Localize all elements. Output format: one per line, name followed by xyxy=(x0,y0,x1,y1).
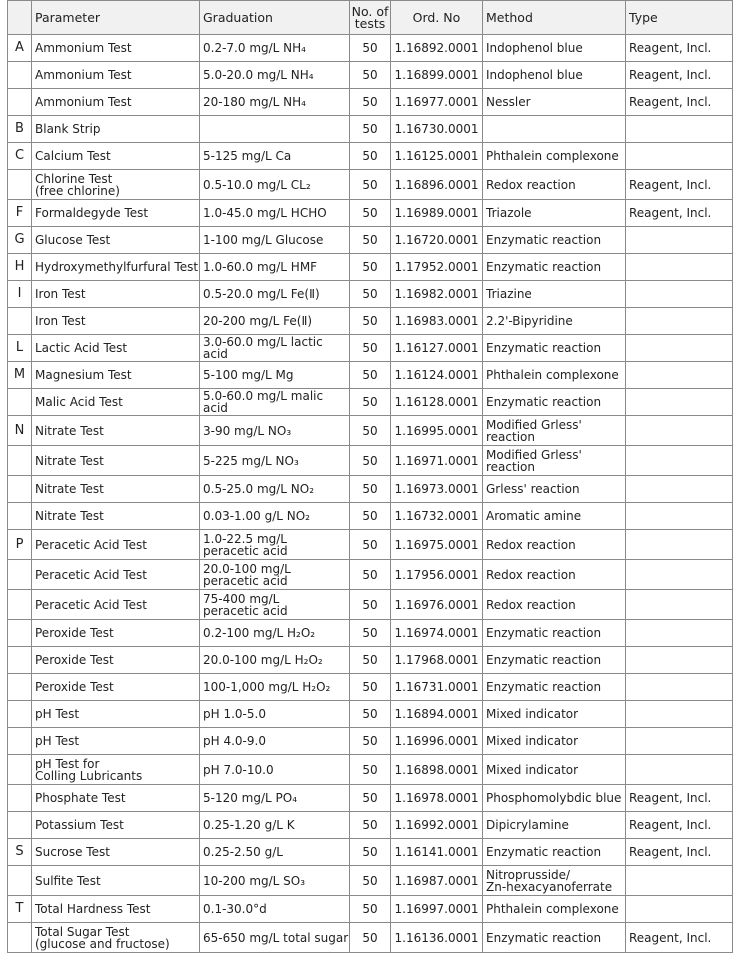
method-cell: Enzymatic reaction xyxy=(483,335,626,362)
test-strip-table xyxy=(7,0,733,953)
method-cell: Enzymatic reaction xyxy=(483,620,626,647)
method-cell: Enzymatic reaction xyxy=(483,227,626,254)
graduation-cell: 10-200 mg/L SO₃ xyxy=(200,866,350,896)
method-cell: Enzymatic reaction xyxy=(483,923,626,953)
ord-no-cell: 1.16898.0001 xyxy=(391,755,483,785)
parameter-cell: Magnesium Test xyxy=(32,362,200,389)
table-row xyxy=(8,281,733,308)
parameter-cell: Peroxide Test xyxy=(32,620,200,647)
row-letter xyxy=(8,560,32,590)
method-cell: Phthalein complexone xyxy=(483,143,626,170)
table-row xyxy=(8,503,733,530)
parameter-cell: Total Hardness Test xyxy=(32,896,200,923)
tests-cell: 50 xyxy=(350,200,391,227)
ord-no-cell: 1.16982.0001 xyxy=(391,281,483,308)
method-cell: Phthalein complexone xyxy=(483,362,626,389)
header-letter xyxy=(8,1,32,35)
header-parameter: Parameter xyxy=(32,1,200,35)
method-cell: Enzymatic reaction xyxy=(483,839,626,866)
table-row xyxy=(8,530,733,560)
method-cell: Enzymatic reaction xyxy=(483,674,626,701)
ord-no-cell: 1.16127.0001 xyxy=(391,335,483,362)
row-letter: L xyxy=(8,335,32,362)
ord-no-cell: 1.16997.0001 xyxy=(391,896,483,923)
row-letter: G xyxy=(8,227,32,254)
graduation-cell: 5-225 mg/L NO₃ xyxy=(200,446,350,476)
tests-cell: 50 xyxy=(350,308,391,335)
method-cell: Dipicrylamine xyxy=(483,812,626,839)
method-cell: Mixed indicator xyxy=(483,728,626,755)
graduation-cell: pH 1.0-5.0 xyxy=(200,701,350,728)
ord-no-cell: 1.16992.0001 xyxy=(391,812,483,839)
graduation-cell: 0.1-30.0°d xyxy=(200,896,350,923)
row-letter xyxy=(8,923,32,953)
table-row xyxy=(8,476,733,503)
tests-cell: 50 xyxy=(350,923,391,953)
graduation-cell: 20.0-100 mg/L H₂O₂ xyxy=(200,647,350,674)
parameter-cell: Hydroxymethylfurfural Test xyxy=(32,254,200,281)
table-row xyxy=(8,254,733,281)
graduation-cell: 1.0-45.0 mg/L HCHO xyxy=(200,200,350,227)
tests-cell: 50 xyxy=(350,476,391,503)
tests-cell: 50 xyxy=(350,389,391,416)
graduation-cell: 5-120 mg/L PO₄ xyxy=(200,785,350,812)
parameter-cell: Peracetic Acid Test xyxy=(32,560,200,590)
table-row xyxy=(8,755,733,785)
row-letter xyxy=(8,89,32,116)
type-cell xyxy=(626,647,733,674)
graduation-cell: 5.0-60.0 mg/L malic acid xyxy=(200,389,350,416)
method-cell: 2.2'-Bipyridine xyxy=(483,308,626,335)
type-cell xyxy=(626,416,733,446)
tests-cell: 50 xyxy=(350,143,391,170)
parameter-cell: Peroxide Test xyxy=(32,674,200,701)
row-letter xyxy=(8,503,32,530)
method-cell: Redox reaction xyxy=(483,590,626,620)
row-letter: H xyxy=(8,254,32,281)
table-row xyxy=(8,335,733,362)
table-row xyxy=(8,362,733,389)
header-row xyxy=(8,1,733,35)
method-cell: Modified Grless' reaction xyxy=(483,416,626,446)
ord-no-cell: 1.17956.0001 xyxy=(391,560,483,590)
ord-no-cell: 1.16720.0001 xyxy=(391,227,483,254)
graduation-cell: 20-200 mg/L Fe(Ⅱ) xyxy=(200,308,350,335)
parameter-cell: Iron Test xyxy=(32,308,200,335)
type-cell: Reagent, Incl. xyxy=(626,200,733,227)
method-cell: Triazine xyxy=(483,281,626,308)
table-row xyxy=(8,812,733,839)
tests-cell: 50 xyxy=(350,674,391,701)
header-method: Method xyxy=(483,1,626,35)
ord-no-cell: 1.16975.0001 xyxy=(391,530,483,560)
method-cell: Nitroprusside/ Zn-hexacyanoferrate xyxy=(483,866,626,896)
parameter-cell: Nitrate Test xyxy=(32,503,200,530)
method-cell xyxy=(483,116,626,143)
row-letter: S xyxy=(8,839,32,866)
type-cell: Reagent, Incl. xyxy=(626,923,733,953)
tests-cell: 50 xyxy=(350,335,391,362)
type-cell xyxy=(626,728,733,755)
ord-no-cell: 1.16899.0001 xyxy=(391,62,483,89)
row-letter: T xyxy=(8,896,32,923)
ord-no-cell: 1.16124.0001 xyxy=(391,362,483,389)
parameter-cell: Peroxide Test xyxy=(32,647,200,674)
table-row xyxy=(8,389,733,416)
tests-cell: 50 xyxy=(350,530,391,560)
row-letter: P xyxy=(8,530,32,560)
type-cell xyxy=(626,560,733,590)
table-row xyxy=(8,785,733,812)
parameter-cell: Glucose Test xyxy=(32,227,200,254)
ord-no-cell: 1.16892.0001 xyxy=(391,35,483,62)
table-row xyxy=(8,143,733,170)
graduation-cell: 5.0-20.0 mg/L NH₄ xyxy=(200,62,350,89)
method-cell: Mixed indicator xyxy=(483,755,626,785)
tests-cell: 50 xyxy=(350,728,391,755)
header-type: Type xyxy=(626,1,733,35)
row-letter xyxy=(8,701,32,728)
tests-cell: 50 xyxy=(350,755,391,785)
tests-cell: 50 xyxy=(350,866,391,896)
type-cell xyxy=(626,590,733,620)
row-letter xyxy=(8,755,32,785)
table-row xyxy=(8,590,733,620)
ord-no-cell: 1.16978.0001 xyxy=(391,785,483,812)
graduation-cell: 0.25-2.50 g/L xyxy=(200,839,350,866)
tests-cell: 50 xyxy=(350,701,391,728)
table-row xyxy=(8,728,733,755)
table-row xyxy=(8,923,733,953)
parameter-cell: pH Test xyxy=(32,728,200,755)
graduation-cell: 20-180 mg/L NH₄ xyxy=(200,89,350,116)
tests-cell: 50 xyxy=(350,170,391,200)
tests-cell: 50 xyxy=(350,416,391,446)
ord-no-cell: 1.16987.0001 xyxy=(391,866,483,896)
parameter-cell: pH Test for Colling Lubricants xyxy=(32,755,200,785)
row-letter xyxy=(8,728,32,755)
method-cell: Triazole xyxy=(483,200,626,227)
tests-cell: 50 xyxy=(350,89,391,116)
graduation-cell xyxy=(200,116,350,143)
tests-cell: 50 xyxy=(350,446,391,476)
ord-no-cell: 1.16894.0001 xyxy=(391,701,483,728)
ord-no-cell: 1.16996.0001 xyxy=(391,728,483,755)
graduation-cell: 20.0-100 mg/L peracetic acid xyxy=(200,560,350,590)
parameter-cell: Ammonium Test xyxy=(32,62,200,89)
ord-no-cell: 1.17968.0001 xyxy=(391,647,483,674)
type-cell: Reagent, Incl. xyxy=(626,839,733,866)
row-letter: A xyxy=(8,35,32,62)
parameter-cell: Lactic Acid Test xyxy=(32,335,200,362)
parameter-cell: Phosphate Test xyxy=(32,785,200,812)
method-cell: Phthalein complexone xyxy=(483,896,626,923)
ord-no-cell: 1.16989.0001 xyxy=(391,200,483,227)
table-row xyxy=(8,839,733,866)
type-cell xyxy=(626,530,733,560)
table-row xyxy=(8,416,733,446)
ord-no-cell: 1.16136.0001 xyxy=(391,923,483,953)
graduation-cell: 0.5-20.0 mg/L Fe(Ⅱ) xyxy=(200,281,350,308)
tests-cell: 50 xyxy=(350,560,391,590)
parameter-cell: Nitrate Test xyxy=(32,476,200,503)
tests-cell: 50 xyxy=(350,281,391,308)
parameter-cell: Nitrate Test xyxy=(32,446,200,476)
parameter-cell: Calcium Test xyxy=(32,143,200,170)
type-cell: Reagent, Incl. xyxy=(626,785,733,812)
ord-no-cell: 1.17952.0001 xyxy=(391,254,483,281)
method-cell: Modified Grless' reaction xyxy=(483,446,626,476)
graduation-cell: 100-1,000 mg/L H₂O₂ xyxy=(200,674,350,701)
graduation-cell: 0.03-1.00 g/L NO₂ xyxy=(200,503,350,530)
type-cell: Reagent, Incl. xyxy=(626,62,733,89)
table-row xyxy=(8,89,733,116)
ord-no-cell: 1.16730.0001 xyxy=(391,116,483,143)
graduation-cell: 0.5-25.0 mg/L NO₂ xyxy=(200,476,350,503)
type-cell xyxy=(626,896,733,923)
type-cell xyxy=(626,866,733,896)
type-cell: Reagent, Incl. xyxy=(626,170,733,200)
tests-cell: 50 xyxy=(350,839,391,866)
row-letter xyxy=(8,674,32,701)
ord-no-cell: 1.16983.0001 xyxy=(391,308,483,335)
parameter-cell: Formaldegyde Test xyxy=(32,200,200,227)
ord-no-cell: 1.16976.0001 xyxy=(391,590,483,620)
type-cell xyxy=(626,674,733,701)
type-cell xyxy=(626,254,733,281)
row-letter: I xyxy=(8,281,32,308)
type-cell: Reagent, Incl. xyxy=(626,35,733,62)
row-letter xyxy=(8,170,32,200)
parameter-cell: Peracetic Acid Test xyxy=(32,530,200,560)
table-row xyxy=(8,170,733,200)
ord-no-cell: 1.16141.0001 xyxy=(391,839,483,866)
ord-no-cell: 1.16974.0001 xyxy=(391,620,483,647)
graduation-cell: 1-100 mg/L Glucose xyxy=(200,227,350,254)
graduation-cell: 65-650 mg/L total sugar xyxy=(200,923,350,953)
tests-cell: 50 xyxy=(350,812,391,839)
tests-cell: 50 xyxy=(350,620,391,647)
table-row xyxy=(8,620,733,647)
row-letter xyxy=(8,647,32,674)
graduation-cell: 0.5-10.0 mg/L CL₂ xyxy=(200,170,350,200)
row-letter xyxy=(8,389,32,416)
parameter-cell: Sucrose Test xyxy=(32,839,200,866)
type-cell xyxy=(626,143,733,170)
table-row xyxy=(8,674,733,701)
row-letter: C xyxy=(8,143,32,170)
header-graduation: Graduation xyxy=(200,1,350,35)
type-cell xyxy=(626,503,733,530)
table-row xyxy=(8,446,733,476)
method-cell: Redox reaction xyxy=(483,530,626,560)
parameter-cell: pH Test xyxy=(32,701,200,728)
table-row xyxy=(8,866,733,896)
row-letter xyxy=(8,590,32,620)
table-row xyxy=(8,560,733,590)
graduation-cell: 1.0-22.5 mg/L peracetic acid xyxy=(200,530,350,560)
tests-cell: 50 xyxy=(350,62,391,89)
type-cell xyxy=(626,281,733,308)
row-letter xyxy=(8,866,32,896)
method-cell: Enzymatic reaction xyxy=(483,389,626,416)
method-cell: Indophenol blue xyxy=(483,35,626,62)
graduation-cell: pH 4.0-9.0 xyxy=(200,728,350,755)
row-letter xyxy=(8,308,32,335)
type-cell xyxy=(626,227,733,254)
tests-cell: 50 xyxy=(350,254,391,281)
tests-cell: 50 xyxy=(350,227,391,254)
row-letter xyxy=(8,62,32,89)
graduation-cell: 1.0-60.0 mg/L HMF xyxy=(200,254,350,281)
table-row xyxy=(8,227,733,254)
table-body xyxy=(8,35,733,953)
type-cell xyxy=(626,362,733,389)
parameter-cell: Peracetic Acid Test xyxy=(32,590,200,620)
graduation-cell: 0.2-100 mg/L H₂O₂ xyxy=(200,620,350,647)
parameter-cell: Iron Test xyxy=(32,281,200,308)
row-letter xyxy=(8,785,32,812)
ord-no-cell: 1.16995.0001 xyxy=(391,416,483,446)
ord-no-cell: 1.16971.0001 xyxy=(391,446,483,476)
tests-cell: 50 xyxy=(350,503,391,530)
ord-no-cell: 1.16732.0001 xyxy=(391,503,483,530)
graduation-cell: 75-400 mg/L peracetic acid xyxy=(200,590,350,620)
header-tests: No. of tests xyxy=(350,1,391,35)
graduation-cell: pH 7.0-10.0 xyxy=(200,755,350,785)
table-row xyxy=(8,701,733,728)
parameter-cell: Malic Acid Test xyxy=(32,389,200,416)
method-cell: Aromatic amine xyxy=(483,503,626,530)
method-cell: Mixed indicator xyxy=(483,701,626,728)
row-letter xyxy=(8,476,32,503)
method-cell: Enzymatic reaction xyxy=(483,254,626,281)
type-cell xyxy=(626,389,733,416)
tests-cell: 50 xyxy=(350,590,391,620)
tests-cell: 50 xyxy=(350,896,391,923)
graduation-cell: 0.2-7.0 mg/L NH₄ xyxy=(200,35,350,62)
parameter-cell: Nitrate Test xyxy=(32,416,200,446)
ord-no-cell: 1.16896.0001 xyxy=(391,170,483,200)
parameter-cell: Chlorine Test (free chlorine) xyxy=(32,170,200,200)
method-cell: Grless' reaction xyxy=(483,476,626,503)
graduation-cell: 3-90 mg/L NO₃ xyxy=(200,416,350,446)
parameter-cell: Ammonium Test xyxy=(32,89,200,116)
type-cell xyxy=(626,701,733,728)
table-row xyxy=(8,62,733,89)
row-letter: B xyxy=(8,116,32,143)
row-letter xyxy=(8,812,32,839)
parameter-cell: Sulfite Test xyxy=(32,866,200,896)
row-letter: N xyxy=(8,416,32,446)
parameter-cell: Total Sugar Test (glucose and fructose) xyxy=(32,923,200,953)
row-letter xyxy=(8,446,32,476)
graduation-cell: 5-125 mg/L Ca xyxy=(200,143,350,170)
graduation-cell: 0.25-1.20 g/L K xyxy=(200,812,350,839)
graduation-cell: 3.0-60.0 mg/L lactic acid xyxy=(200,335,350,362)
type-cell xyxy=(626,620,733,647)
type-cell xyxy=(626,476,733,503)
parameter-cell: Potassium Test xyxy=(32,812,200,839)
row-letter: M xyxy=(8,362,32,389)
tests-cell: 50 xyxy=(350,647,391,674)
type-cell xyxy=(626,755,733,785)
table-row xyxy=(8,116,733,143)
method-cell: Indophenol blue xyxy=(483,62,626,89)
ord-no-cell: 1.16125.0001 xyxy=(391,143,483,170)
table-row xyxy=(8,647,733,674)
parameter-cell: Blank Strip xyxy=(32,116,200,143)
tests-cell: 50 xyxy=(350,35,391,62)
type-cell: Reagent, Incl. xyxy=(626,812,733,839)
table-row xyxy=(8,308,733,335)
row-letter xyxy=(8,620,32,647)
method-cell: Enzymatic reaction xyxy=(483,647,626,674)
method-cell: Redox reaction xyxy=(483,560,626,590)
type-cell: Reagent, Incl. xyxy=(626,89,733,116)
parameter-cell: Ammonium Test xyxy=(32,35,200,62)
tests-cell: 50 xyxy=(350,362,391,389)
type-cell xyxy=(626,446,733,476)
method-cell: Redox reaction xyxy=(483,170,626,200)
table-row xyxy=(8,35,733,62)
header-ord-no: Ord. No xyxy=(391,1,483,35)
row-letter: F xyxy=(8,200,32,227)
method-cell: Phosphomolybdic blue xyxy=(483,785,626,812)
ord-no-cell: 1.16977.0001 xyxy=(391,89,483,116)
type-cell xyxy=(626,335,733,362)
table-row xyxy=(8,200,733,227)
tests-cell: 50 xyxy=(350,785,391,812)
table-row xyxy=(8,896,733,923)
ord-no-cell: 1.16973.0001 xyxy=(391,476,483,503)
type-cell xyxy=(626,116,733,143)
graduation-cell: 5-100 mg/L Mg xyxy=(200,362,350,389)
type-cell xyxy=(626,308,733,335)
method-cell: Nessler xyxy=(483,89,626,116)
tests-cell: 50 xyxy=(350,116,391,143)
ord-no-cell: 1.16128.0001 xyxy=(391,389,483,416)
ord-no-cell: 1.16731.0001 xyxy=(391,674,483,701)
